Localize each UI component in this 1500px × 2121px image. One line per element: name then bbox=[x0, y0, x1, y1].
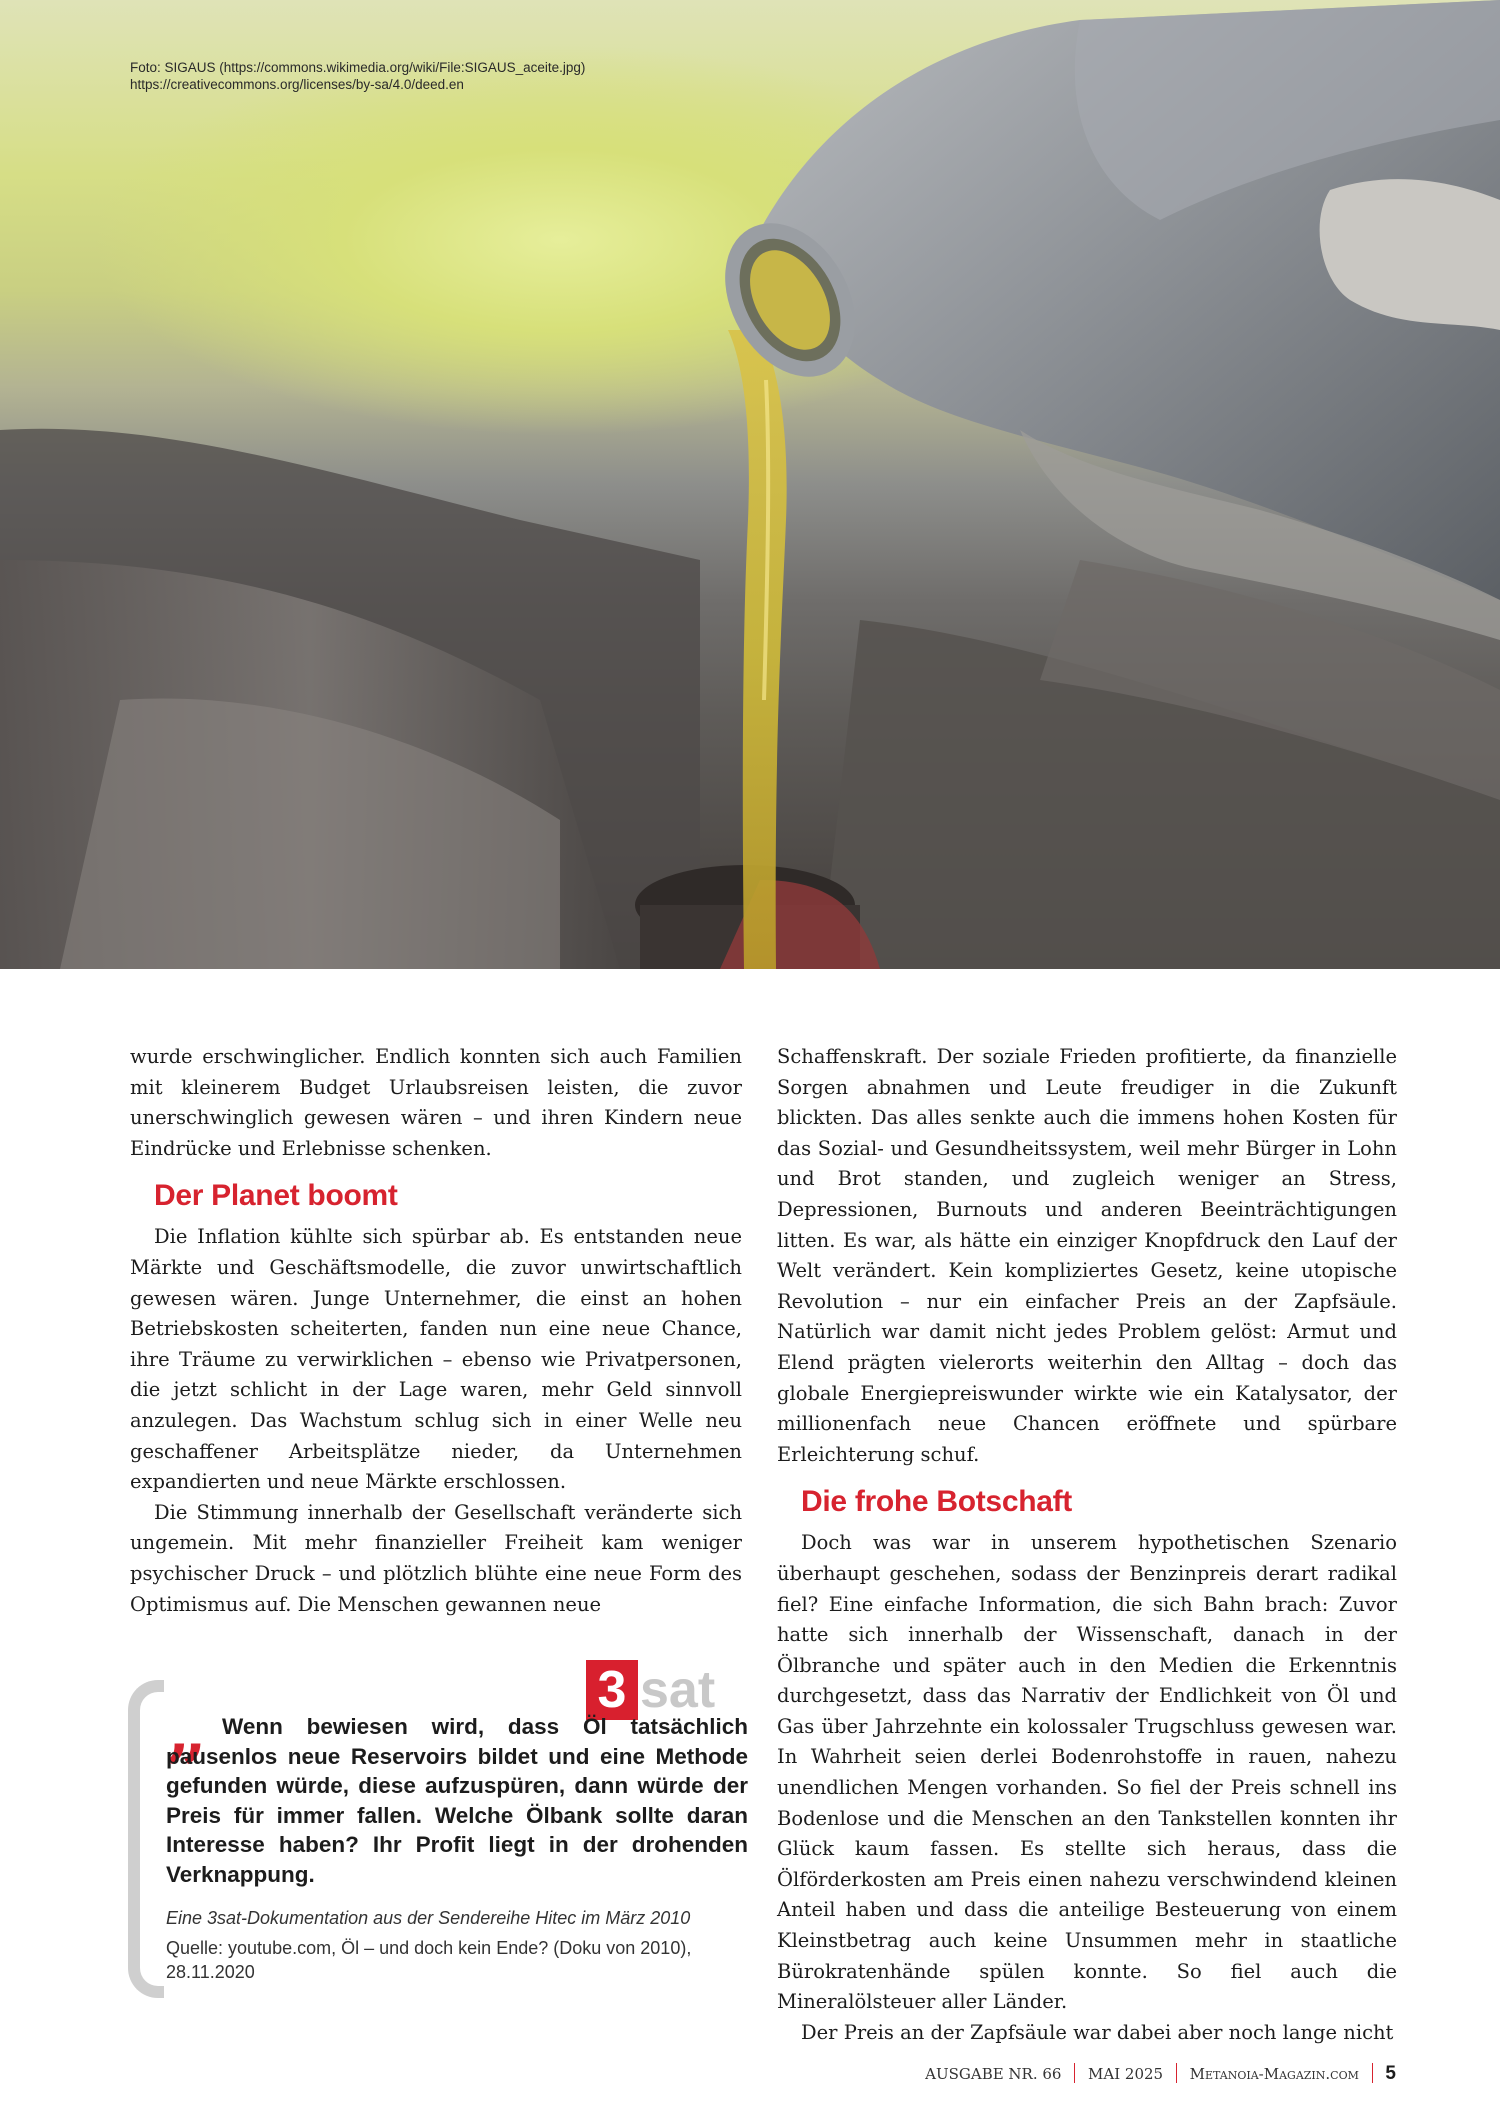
footer-issue: AUSGABE NR. 66 bbox=[925, 2065, 1062, 2083]
footer-separator bbox=[1372, 2063, 1373, 2083]
footer-separator bbox=[1176, 2063, 1177, 2083]
photo-credit bbox=[130, 59, 585, 93]
left-paragraph-3: Die Stimmung innerhalb der Gesellschaft veränderte sich ungemein. Mit mehr finanzieller Freiheit kam weniger psychischer Druck – und plötzlich blühte eine neue Form des Optimismus auf. Die Menschen gewannen neue bbox=[130, 1500, 742, 1616]
left-paragraph-1: wurde erschwinglicher. Endlich konnten sich auch Familien mit kleinerem Budget Urlaubsreisen leisten, die zuvor unerschwinglich gewesen wären – und ihren Kindern neue Eindrücke und Erlebnisse schenken. bbox=[130, 1045, 742, 1160]
right-paragraph-1: Schaffenskraft. Der soziale Frieden profitierte, da finanzielle Sorgen abnahmen und Leute freudiger in die Zukunft blickten. Das alles senkte auch die immens hohen Kosten für das Sozial- und Gesundheitssystem, weil mehr Bürger in Lohn und Brot standen, und zugleich weniger an Stress, Depressionen, Burnouts und anderen Beeinträchtigungen litten. Es war, als hätte ein einziger Knopfdruck den Lauf der Welt verändert. Kein kompliziertes Gesetz, keine utopische Revolution – nur ein einfacher Preis an der Zapfsäule. Natürlich war damit nicht jedes Problem gelöst: Armut und Elend prägten vielerorts weiterhin den Alltag – doch das globale Energiepreiswunder wirkte wie ein Katalysator, der millionenfach neue Chancen eröffnete und spürbare Erleichterung schuf. bbox=[777, 1045, 1397, 1466]
page-footer bbox=[925, 2062, 1396, 2086]
oil-pouring-illustration bbox=[0, 0, 1500, 969]
quote-reference: Quelle: youtube.com, Öl – und doch kein Ende? (Doku von 2010), 28.11.2020 bbox=[166, 1938, 692, 1982]
footer-site: Metanoia-Magazin.com bbox=[1189, 2065, 1359, 2083]
heading-der-planet-boomt: Der Planet boomt bbox=[154, 1179, 398, 1213]
page-number: 5 bbox=[1385, 2063, 1396, 2084]
heading-die-frohe-botschaft: Die frohe Botschaft bbox=[801, 1485, 1072, 1519]
3sat-logo bbox=[586, 1660, 746, 1720]
right-paragraph-3: Der Preis an der Zapfsäule war dabei aber noch lange nicht bbox=[801, 2020, 1394, 2044]
left-paragraph-2: Die Inflation kühlte sich spürbar ab. Es entstanden neue Märkte und Geschäftsmodelle, die zuvor unwirtschaftlich gewesen wären. Junge Unternehmer, die einst an hohen Betriebskosten scheiterten, fanden nun eine neue Chance, ihre Träume zu verwirklichen – ebenso wie Privatpersonen, die jetzt schlicht in der Lage waren, mehr Geld sinnvoll anzulegen. Das Wachstum schlug sich in einer Welle neu geschaffener Arbeitsplätze nieder, da Unternehmen expandierten und neue Märkte erschlossen. bbox=[130, 1225, 742, 1494]
3sat-logo-digit: 3 bbox=[586, 1660, 638, 1720]
hero-photo bbox=[0, 0, 1500, 969]
photo-credit-line-1: Foto: SIGAUS (https://commons.wikimedia.org/wiki/File:SIGAUS_aceite.jpg) bbox=[130, 60, 586, 75]
left-column bbox=[130, 1042, 742, 1620]
photo-credit-line-2: https://creativecommons.org/licenses/by-sa/4.0/deed.en bbox=[130, 77, 464, 92]
right-column bbox=[777, 1042, 1397, 2048]
quote-source: Eine 3sat-Dokumentation aus der Sendereihe Hitec im März 2010 bbox=[166, 1908, 691, 1928]
quote-box bbox=[128, 1660, 750, 1990]
footer-date: MAI 2025 bbox=[1088, 2065, 1164, 2083]
3sat-logo-text: sat bbox=[640, 1661, 716, 1719]
quote-text: Wenn bewiesen wird, dass Öl tatsächlich pausenlos neue Reservoirs bildet und eine Methode gefunden würde, diese aufzuspüren, dann würde der Preis für immer fallen. Welche Ölbank sollte daran Interesse haben? Ihr Profit liegt in der drohenden Verknappung. bbox=[166, 1714, 748, 1887]
quotation-mark-icon: „ bbox=[166, 1687, 208, 1772]
footer-separator bbox=[1074, 2063, 1075, 2083]
right-paragraph-2: Doch was war in unserem hypothetischen Szenario überhaupt geschehen, sodass der Benzinpreis derart radikal fiel? Eine einfache Information, die sich Bahn brach: Zuvor hatte sich innerhalb der Wissenschaft, danach in der Ölbranche und später auch in den Medien die Erkenntnis durchgesetzt, dass das Narrativ der Endlichkeit von Öl und Gas über Jahrzehnte ein kolossaler Trugschluss gewesen war. In Wahrheit seien derlei Bodenrohstoffe in rauen, nahezu unendlichen Mengen vorhanden. So fiel der Preis schnell ins Bodenlose und die Menschen an den Tankstellen konnten ihr Glück kaum fassen. Es stellte sich heraus, dass die Ölförderkosten am Preis einen nahezu verschwindend kleinen Anteil haben und dass die anteilige Besteuerung von einem Kleinstbetrag auch keine Unsummen mehr in staatliche Bürokratenhände spülen konnte. So fiel auch die Mineralölsteuer aller Länder. bbox=[777, 1531, 1397, 2014]
quote-bracket bbox=[128, 1680, 164, 1998]
